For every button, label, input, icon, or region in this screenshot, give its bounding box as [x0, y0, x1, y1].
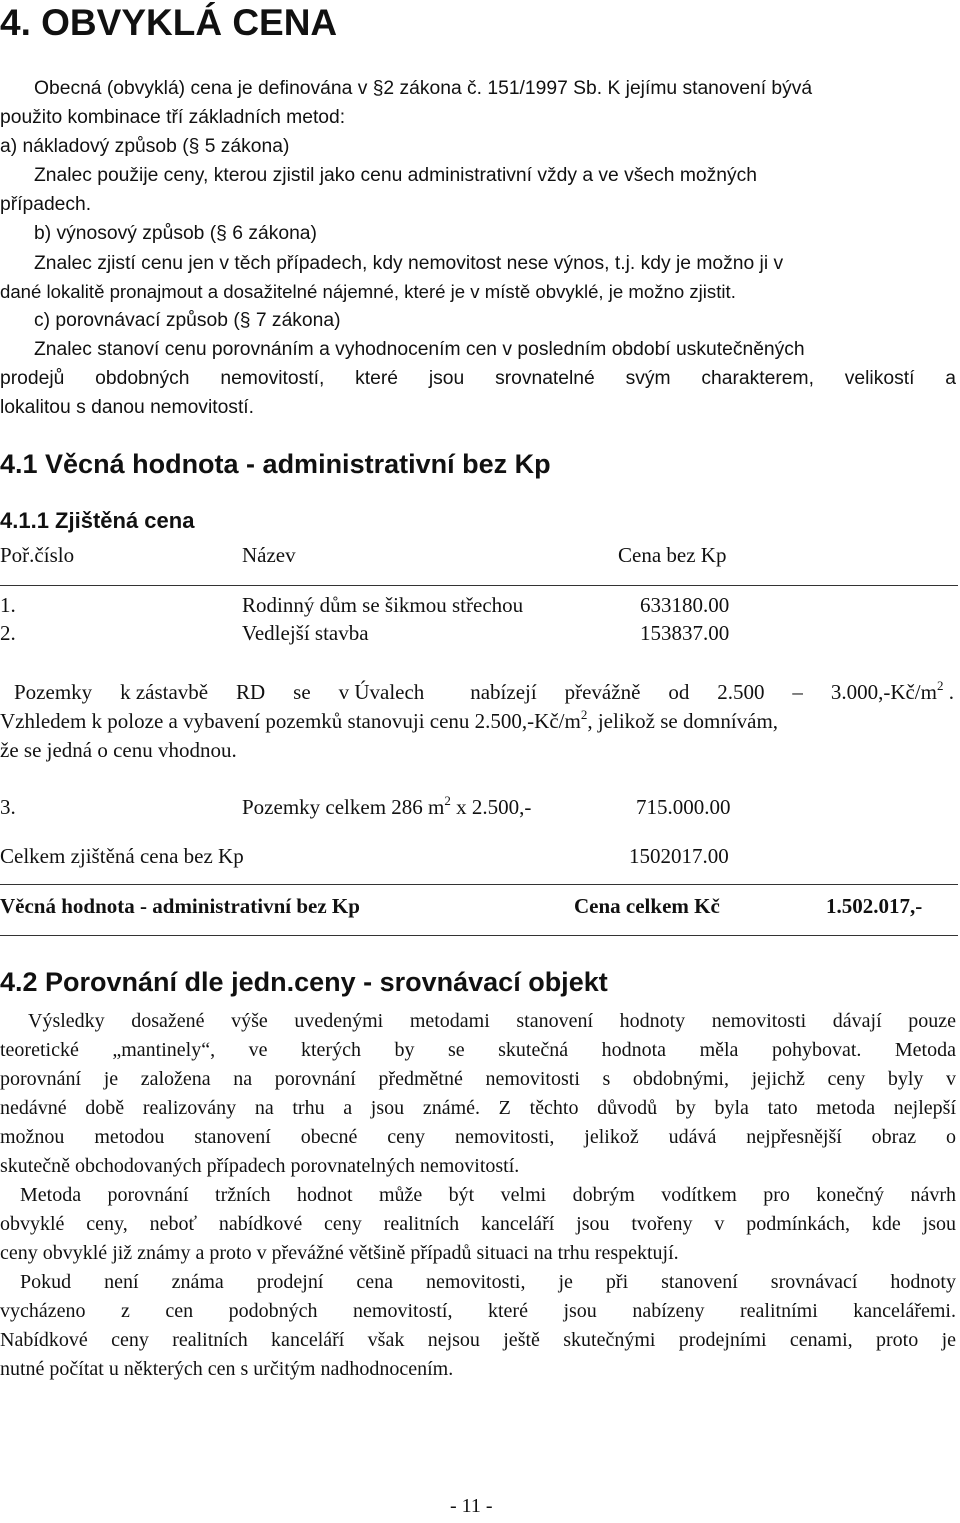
final-rule	[0, 935, 958, 936]
table-header-name: Název	[242, 543, 296, 567]
land-word: Pozemky	[14, 680, 93, 704]
table-header-price: Cena bez Kp	[618, 543, 727, 567]
table-row-2-price: 153837.00	[640, 621, 730, 645]
sup-2: 2	[580, 707, 588, 722]
p3-line-4: nutné počítat u některých cen s určitým nadhodnocením.	[0, 1358, 454, 1380]
land-word: od	[668, 680, 690, 704]
land-word-last	[831, 680, 954, 705]
land-note-end: .	[948, 680, 954, 704]
p2-line-2: obvyklé ceny, neboť nabídkové ceny realitních kanceláří jsou tvořeny v podmínkách, kde jsou	[0, 1213, 956, 1235]
land-word: –	[792, 680, 803, 704]
land-word: RD	[236, 680, 266, 704]
method-b-text-1: Znalec zjistí cenu jen v těch případech, kdy nemovitost nese výnos, t.j. kdy je možno ji v	[34, 253, 784, 274]
land-price-unit: 3.000,-Kč/m	[830, 680, 937, 704]
row3-name-b: x 2.500,-	[450, 795, 532, 819]
total-label: Celkem zjištěná cena bez Kp	[0, 844, 244, 868]
intro-line-1: Obecná (obvyklá) cena je definována v §2 zákona č. 151/1997 Sb. K jejímu stanovení bývá	[34, 78, 813, 99]
final-mid-label: Cena celkem Kč	[574, 894, 720, 918]
method-b-title: b) výnosový způsob (§ 6 zákona)	[34, 223, 317, 244]
p2-line-3: ceny obvyklé již známy a proto v převážné většině případů situaci na trhu respektují.	[0, 1242, 679, 1264]
table-row-1-number: 1.	[0, 593, 16, 617]
method-a-text-2: případech.	[0, 194, 92, 215]
land-word: 2.500	[717, 680, 765, 704]
table-row-3-name	[242, 795, 531, 820]
method-c-title: c) porovnávací způsob (§ 7 zákona)	[34, 310, 341, 331]
land-word: v Úvalech	[338, 680, 425, 704]
land-note-line-2	[0, 709, 778, 734]
method-a-text-1: Znalec použije ceny, kterou zjistil jako cenu administrativní vždy a ve všech možných	[34, 165, 758, 186]
land-note-line-1	[14, 680, 954, 705]
p3-line-2: vycházeno z cen podobných nemovitostí, které jsou nabízeny realitními kancelářemi.	[0, 1300, 956, 1322]
sup-2: 2	[936, 678, 944, 693]
method-a-title: a) nákladový způsob (§ 5 zákona)	[0, 136, 290, 157]
table-row-2-name: Vedlejší stavba	[242, 621, 369, 645]
row3-name-a: Pozemky celkem 286 m	[242, 795, 445, 819]
land-word: nabízejí	[470, 680, 537, 704]
p1-line-2: teoretické „mantinely“, ve kterých by se skutečná hodnota měla pohybovat. Metoda	[0, 1039, 956, 1061]
table-header-number: Poř.číslo	[0, 543, 75, 567]
sup-2: 2	[444, 793, 451, 808]
page-number: - 11 -	[450, 1495, 493, 1517]
final-value: 1.502.017,-	[826, 894, 923, 918]
land-word: se	[293, 680, 311, 704]
total-rule	[0, 884, 958, 885]
table-row-3-price: 715.000.00	[636, 795, 731, 819]
method-c-text-2: prodejů obdobných nemovitostí, které jsou srovnatelné svým charakterem, velikostí a	[0, 368, 956, 389]
p1-line-5: možnou metodou stanovení obecné ceny nemovitosti, jelikož udává nejpřesnější obraz o	[0, 1126, 956, 1148]
land-note-line-2a: Vzhledem k poloze a vybavení pozemků stanovuji cenu 2.500,-Kč/m	[0, 709, 581, 733]
table-row-2-number: 2.	[0, 621, 16, 645]
page-heading: 4. OBVYKLÁ CENA	[0, 2, 338, 43]
table-row-1-name: Rodinný dům se šikmou střechou	[242, 593, 524, 617]
section-4-2-title: 4.2 Porovnání dle jedn.ceny - srovnávací objekt	[0, 967, 608, 997]
land-note-line-2b: , jelikož se domnívám,	[587, 709, 779, 733]
intro-line-2: použito kombinace tří základních metod:	[0, 107, 346, 128]
final-label: Věcná hodnota - administrativní bez Kp	[0, 894, 360, 918]
table-header-rule	[0, 585, 958, 586]
land-word: převážně	[564, 680, 641, 704]
table-row-1-price: 633180.00	[640, 593, 730, 617]
land-note-line-3: že se jedná o cenu vhodnou.	[0, 738, 237, 762]
p1-line-1: Výsledky dosažené výše uvedenými metodami stanovení hodnoty nemovitosti dávají pouze	[28, 1010, 956, 1032]
p3-line-3: Nabídkové ceny realitních kanceláří však nejsou ještě skutečnými prodejními cenami, proto je	[0, 1329, 956, 1351]
method-b-text-2: dané lokalitě pronajmout a dosažitelné nájemné, které je v místě obvyklé, je možno zjistit.	[0, 281, 736, 302]
section-4-1-1-title: 4.1.1 Zjištěná cena	[0, 508, 195, 533]
p1-line-3: porovnání je založena na porovnání předmětné nemovitosti s obdobnými, jejichž ceny byly v	[0, 1068, 956, 1090]
method-c-text-3: lokalitou s danou nemovitostí.	[0, 397, 255, 418]
p1-line-4: nedávné době realizovány na trhu a jsou známé. Z těchto důvodů by byla tato metoda nejlepší	[0, 1097, 956, 1119]
p1-line-6: skutečně obchodovaných případech porovnatelných nemovitostí.	[0, 1155, 520, 1177]
land-word: k zástavbě	[120, 680, 209, 704]
p2-line-1: Metoda porovnání tržních hodnot může být velmi dobrým vodítkem pro konečný návrh	[20, 1184, 956, 1206]
total-price: 1502017.00	[629, 844, 729, 868]
method-c-text-1: Znalec stanoví cenu porovnáním a vyhodnocením cen v posledním období uskutečněných	[34, 339, 805, 360]
section-4-1-title: 4.1 Věcná hodnota - administrativní bez Kp	[0, 449, 551, 479]
table-row-3-number: 3.	[0, 795, 16, 819]
p3-line-1: Pokud není známa prodejní cena nemovitosti, je při stanovení srovnávací hodnoty	[20, 1271, 956, 1293]
